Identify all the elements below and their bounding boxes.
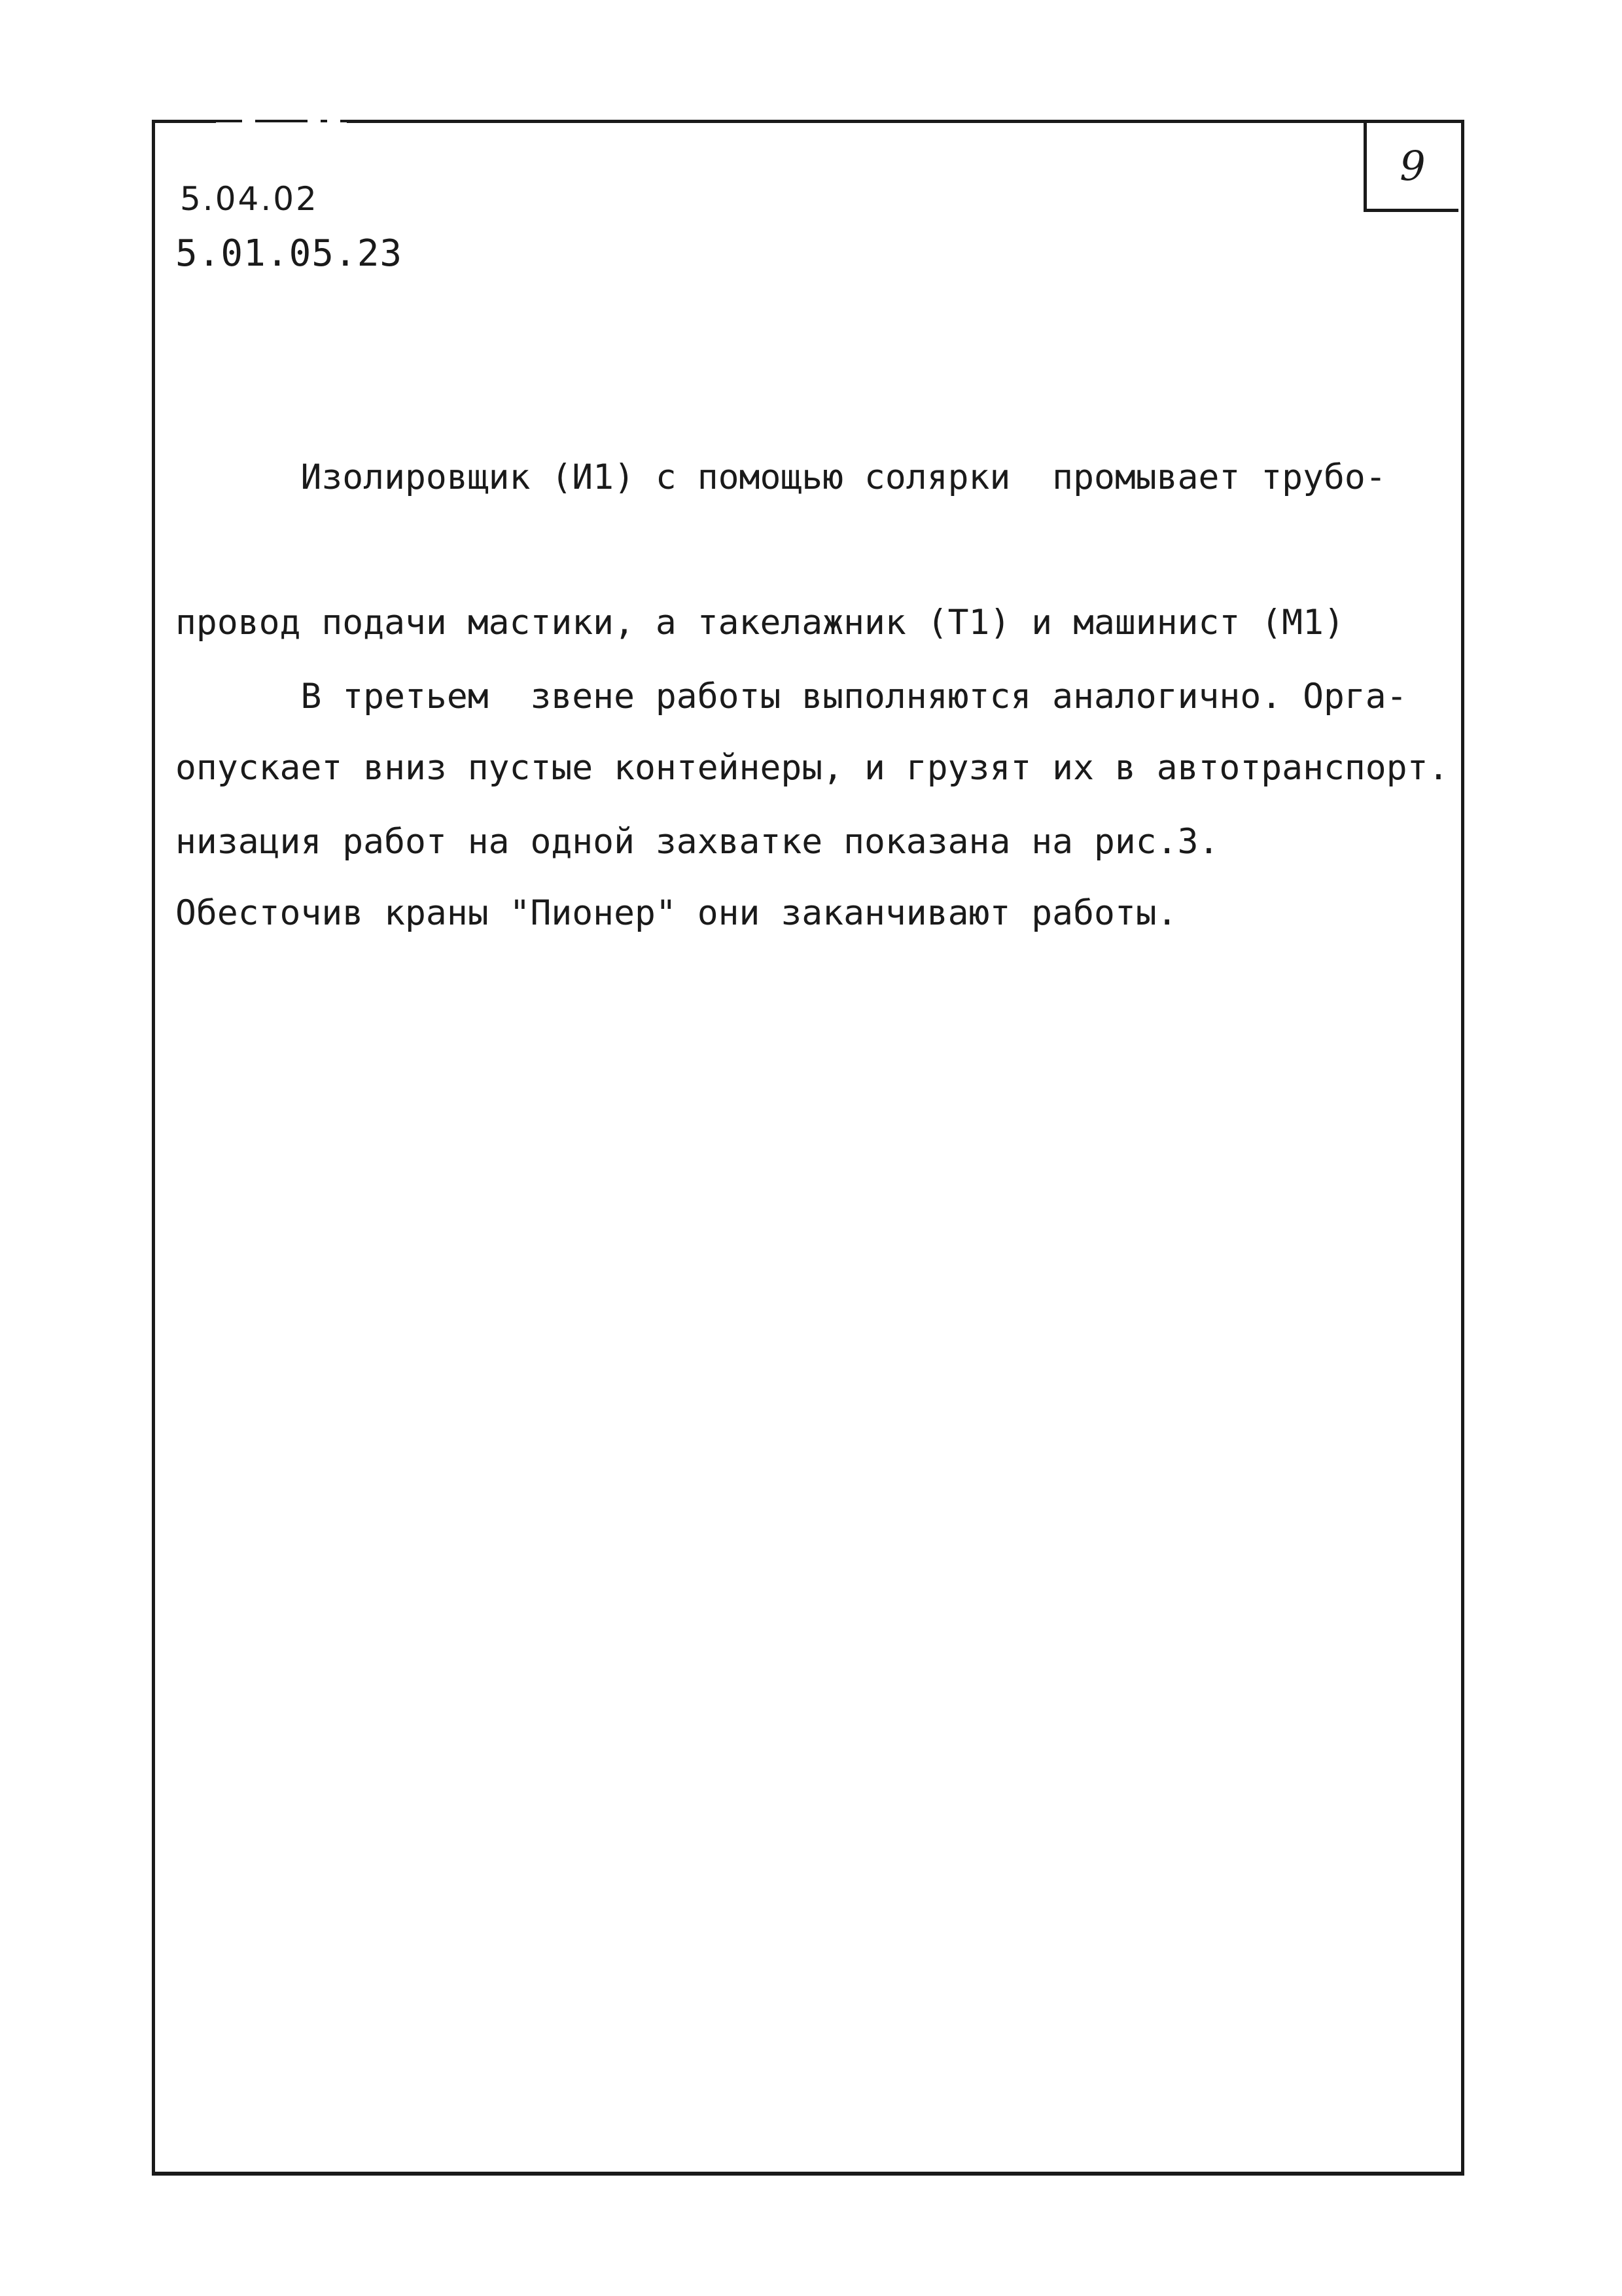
paragraph-2-line: В третьем звене работы выполняются аналогично. Орга- — [175, 677, 1407, 716]
page-border-top — [152, 120, 1464, 123]
paragraph-1-line: Изолировщик (И1) с помощью солярки промывает трубо- — [175, 457, 1386, 497]
paragraph-2-line: низация работ на одной захватке показана на рис.3. — [175, 822, 1220, 862]
paragraph-2 — [175, 576, 1458, 915]
paragraph-1-line: Обесточив краны "Пионер" они заканчивают работы. — [175, 893, 1178, 933]
document-code-handwritten: 5.04.02 — [180, 180, 319, 218]
page-number: 9 — [1400, 142, 1426, 190]
page-number-box — [1364, 123, 1458, 212]
paragraph-1-line: опускает вниз пустые контейнеры, и грузят их в автотранспорт. — [175, 748, 1449, 788]
paragraph-1-line: провод подачи мастики, а такелажник (Т1) и машинист (М1) — [175, 603, 1345, 643]
page-border-top-gap — [216, 116, 347, 126]
document-code: 5.01.05.23 — [175, 232, 403, 275]
